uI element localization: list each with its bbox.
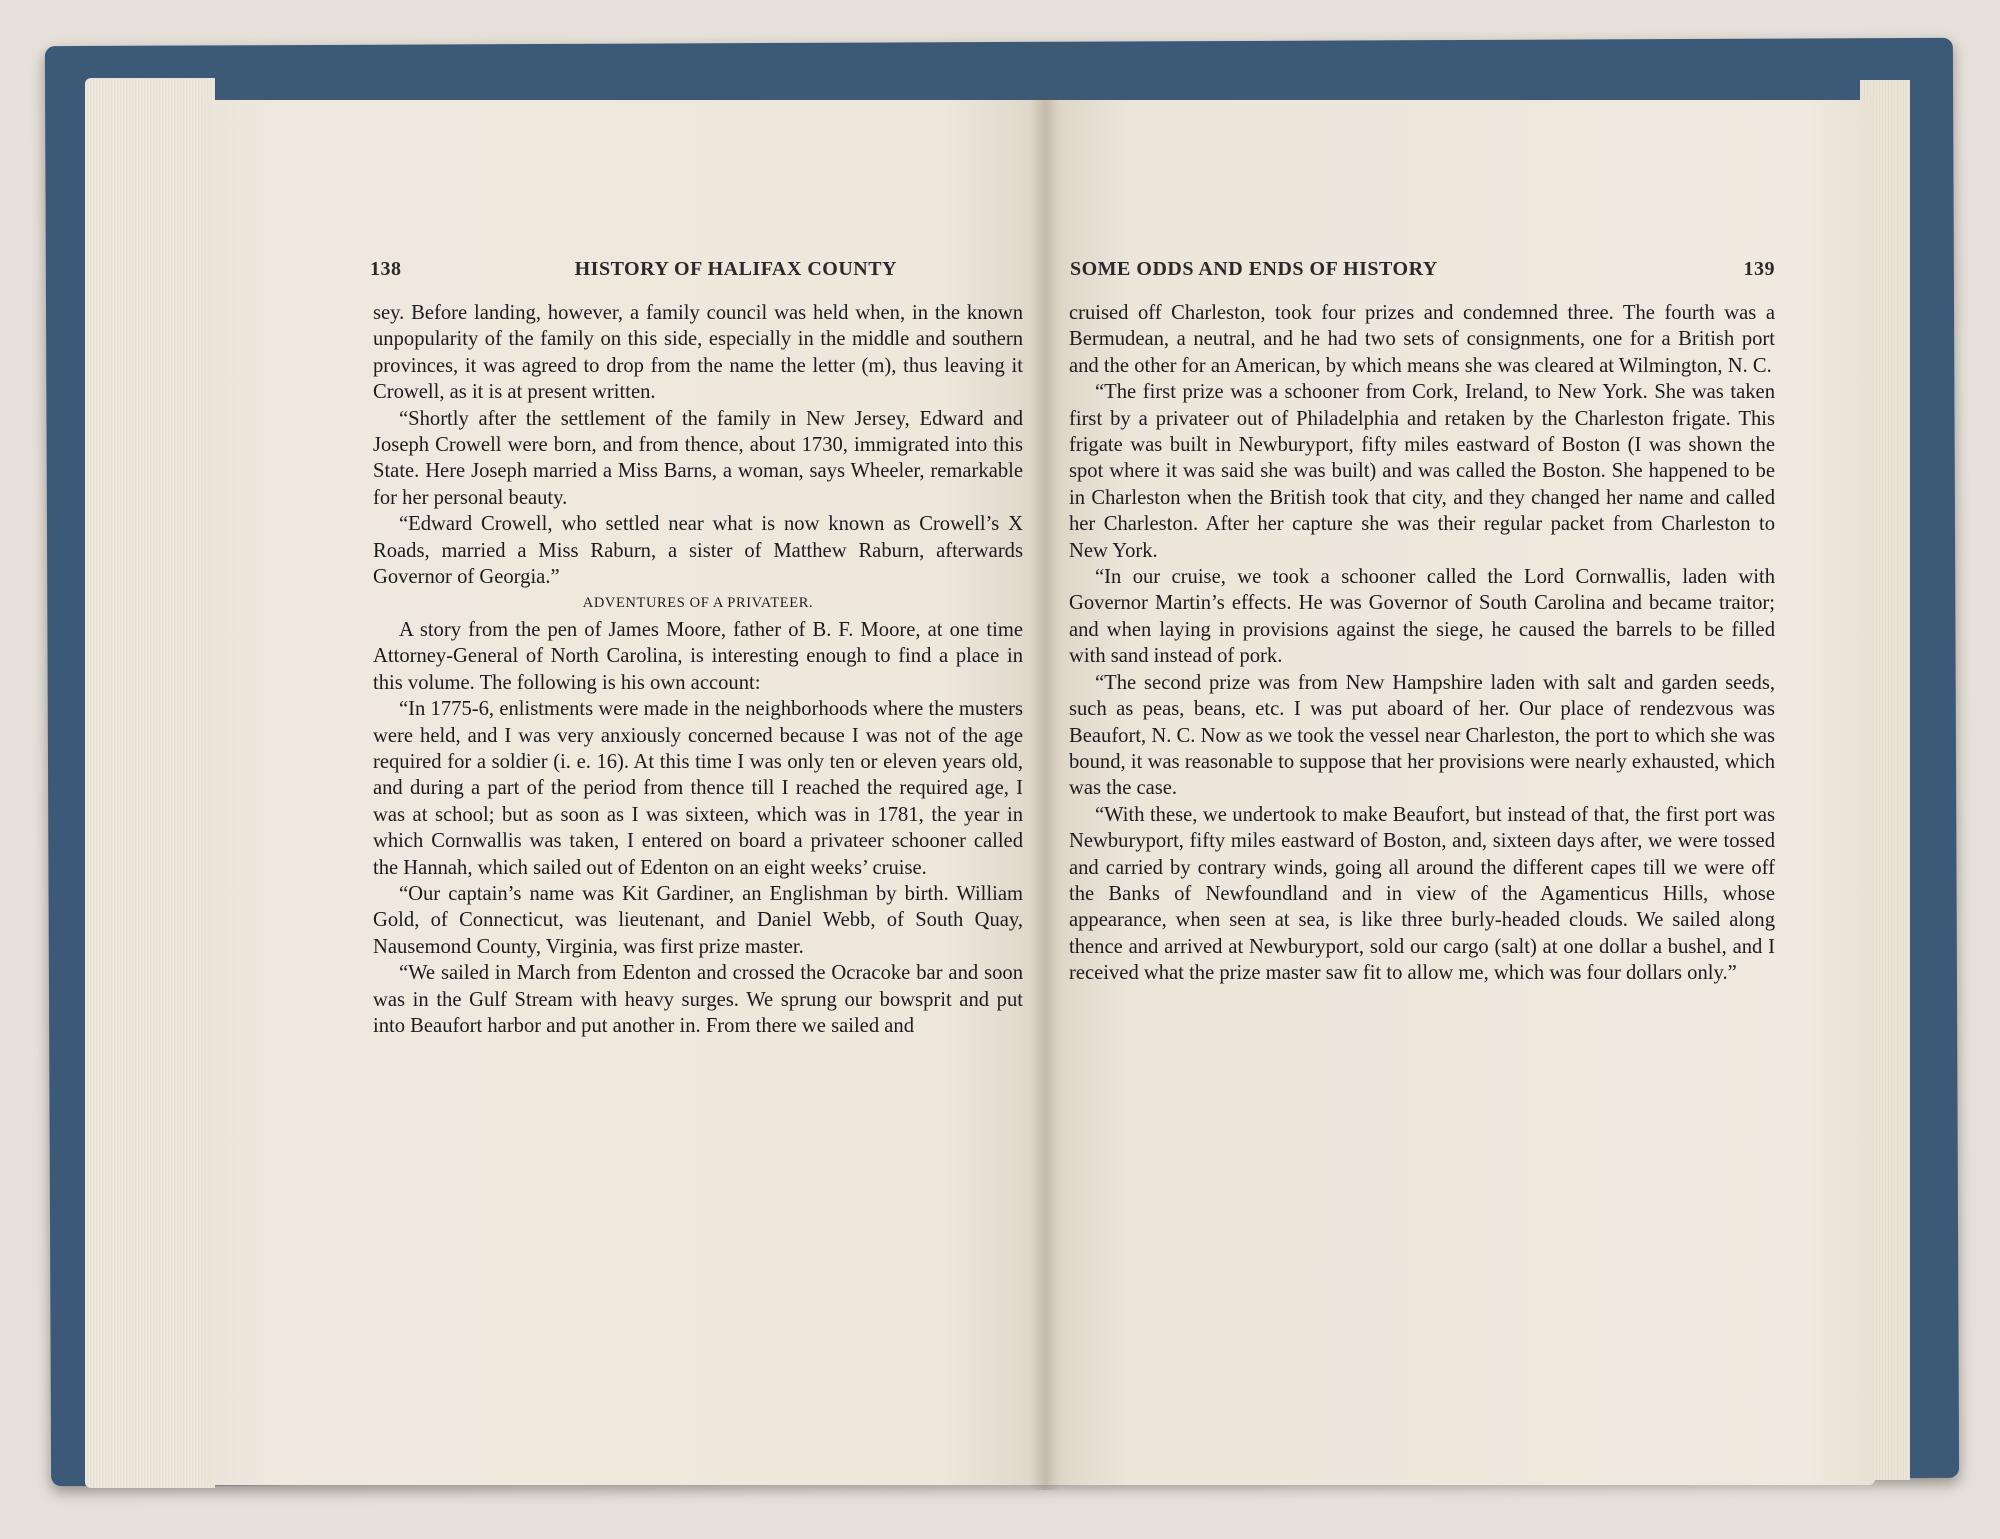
paragraph: sey. Before landing, however, a family council was held when, in the known unpopularity of the family on this side, especially in the middle and southern provinces, it was agreed to drop from the name the letter (m), thus leaving it Crowell, as it is at present written.: [373, 302, 1023, 404]
paragraph: A story from the pen of James Moore, father of B. F. Moore, at one time Attorney-General of North Carolina, is interesting enough to find a place in this volume. The following is his own account:: [373, 618, 1023, 694]
paragraph: “In 1775-6, enlistments were made in the neighborhoods where the musters were held, and I was very anxiously concerned because I was not of the age required for a soldier (i. e. 16). At this time I was only ten or eleven years old, and during a part of the period from thence till I reached the required age, I was at school; but as soon as I was sixteen, which was in 1781, the year in which Cornwallis was taken, I entered on board a privateer schooner called the Hannah, which sailed out of Edenton on an eight weeks’ cruise.: [373, 698, 1023, 879]
paragraph: “We sailed in March from Edenton and crossed the Ocracoke bar and soon was in the Gulf Stream with heavy surges. We sprung our bowsprit and put into Beaufort harbor and put another in. From there we sailed and: [373, 962, 1023, 1037]
left-page-number: 138: [370, 258, 402, 280]
paragraph: “The first prize was a schooner from Cork, Ireland, to New York. She was taken first by a privateer out of Philadelphia and retaken by the Charleston frigate. This frigate was built in Newburyport, fifty miles eastward of Boston (I was shown the spot where it was said she was built) and was called the Boston. She happened to be in Charleston when the British took that city, and they changed her name and called her Charleston. After her capture she was their regular packet from Charleston to New York.: [1069, 381, 1775, 562]
right-running-head: [1070, 258, 1775, 281]
book-gutter: [1030, 95, 1060, 1490]
paragraph: “Edward Crowell, who settled near what is now known as Crowell’s X Roads, married a Miss Raburn, a sister of Matthew Raburn, afterwards Governor of Georgia.”: [373, 513, 1023, 589]
paragraph: cruised off Charleston, took four prizes and condemned three. The fourth was a Bermudean, a neutral, and he had two sets of consignments, one for a British port and the other for an American, by which means she was cleared at Wilmington, N. C.: [1069, 302, 1775, 377]
left-running-head: [370, 258, 1015, 281]
paragraph: “In our cruise, we took a schooner called the Lord Cornwallis, laden with Governor Martin’s effects. He was Governor of South Carolina and became traitor; and when laying in provisions against the siege, he caused the barrels to be filled with sand instead of pork.: [1069, 566, 1775, 668]
paragraph: “Shortly after the settlement of the family in New Jersey, Edward and Joseph Crowell were born, and from thence, about 1730, immigrated into this State. Here Joseph married a Miss Barns, a woman, says Wheeler, remarkable for her personal beauty.: [373, 407, 1023, 509]
left-body-text: [373, 300, 1023, 1039]
section-title: ADVENTURES OF A PRIVATEER.: [582, 595, 814, 612]
paragraph: “With these, we undertook to make Beaufort, but instead of that, the first port was Newburyport, fifty miles eastward of Boston, and, sixteen days after, we were tossed and carried by contrary winds, going all around the different capes till we were off the Banks of Newfoundland and in view of the Agamenticus Hills, whose appearance, when seen at sea, is like three burly-headed clouds. We sailed along thence and arrived at Newburyport, sold our cargo (salt) at one dollar a bushel, and I received what the prize master saw fit to allow me, which was four dollars only.”: [1069, 803, 1775, 985]
left-running-title: HISTORY OF HALIFAX COUNTY: [574, 258, 897, 280]
left-page: [205, 100, 1045, 1485]
right-body-text: [1069, 300, 1775, 987]
paragraph: “The second prize was from New Hampshire laden with salt and garden seeds, such as peas, beans, etc. I was put aboard of her. Our place of rendezvous was Beaufort, N. C. Now as we took the vessel near Charleston, the port to which she was bound, it was reasonable to suppose that her provisions were nearly exhausted, which was the case.: [1069, 671, 1775, 800]
right-page: [1045, 100, 1875, 1485]
page-edges-left: [85, 78, 215, 1488]
paragraph: “Our captain’s name was Kit Gardiner, an Englishman by birth. William Gold, of Connecticut, was lieutenant, and Daniel Webb, of South Quay, Nausemond County, Virginia, was first prize master.: [373, 882, 1023, 958]
right-page-number: 139: [1743, 258, 1775, 280]
right-running-title: SOME ODDS AND ENDS OF HISTORY: [1070, 258, 1438, 280]
